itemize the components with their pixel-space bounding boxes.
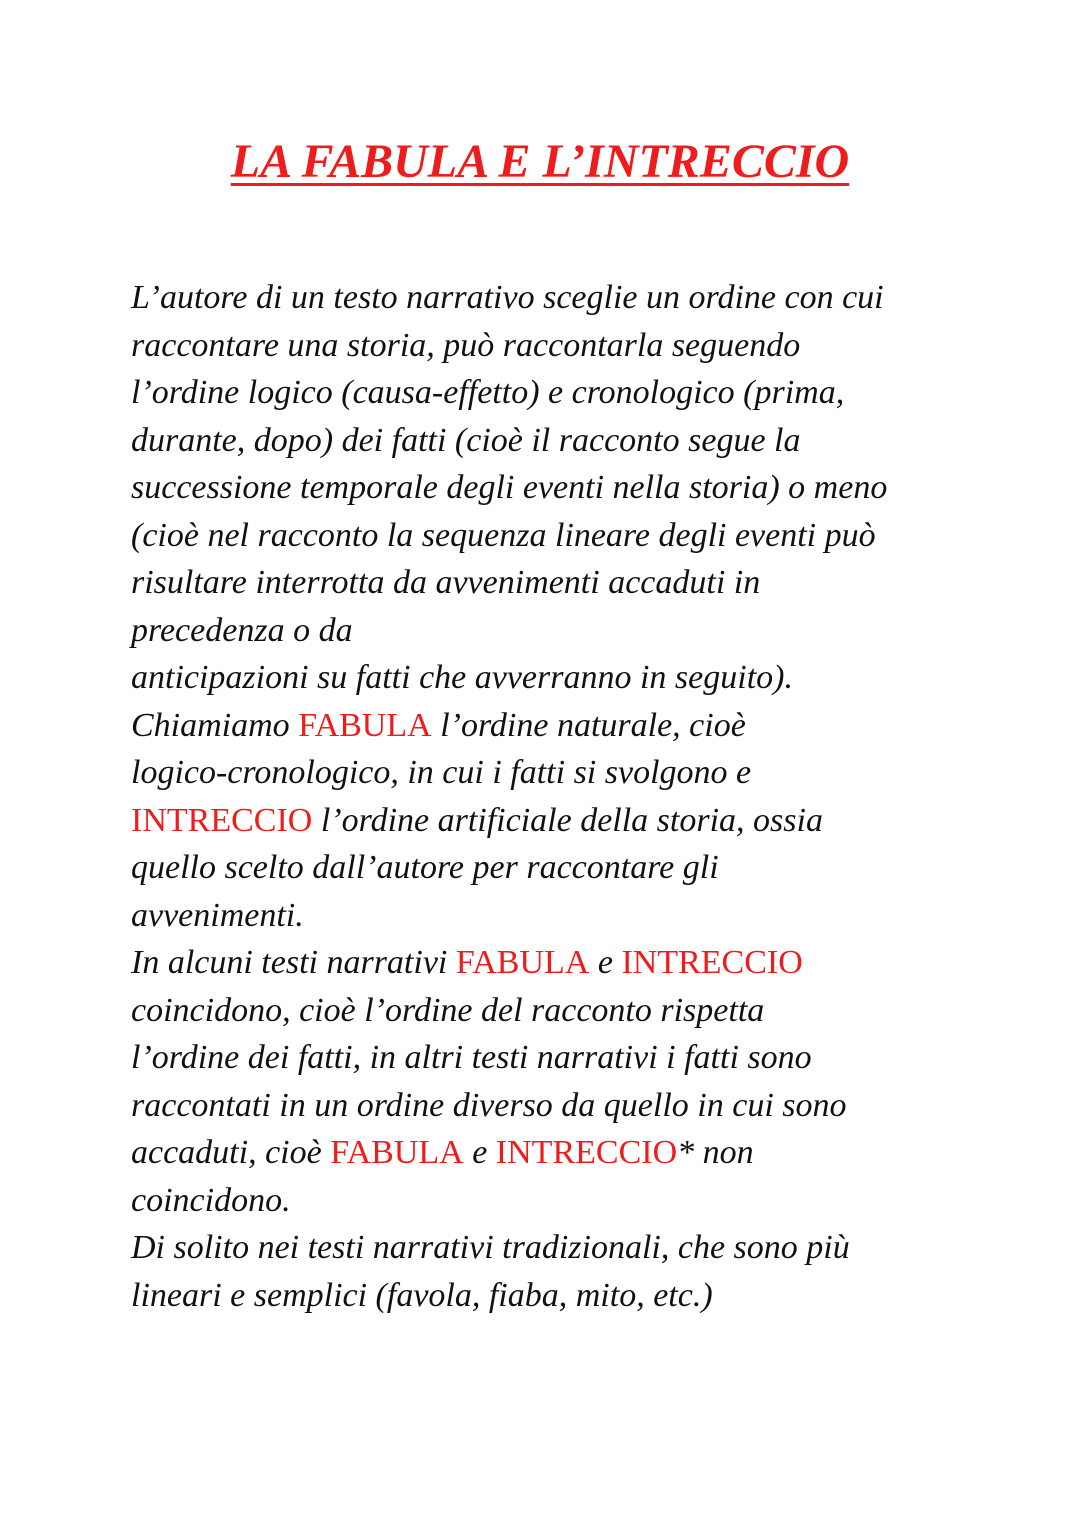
text-segment: logico-cronologico, in cui i fatti si svolgono e (131, 754, 752, 791)
highlighted-term: FABULA (455, 944, 590, 981)
highlighted-term: FABULA (330, 1134, 464, 1171)
text-segment: accaduti, cioè (131, 1134, 331, 1171)
text-segment: anticipazioni su fatti che avverranno in seguito). (131, 659, 793, 696)
text-line (131, 1177, 1031, 1225)
text-line (131, 1034, 1031, 1082)
text-segment: avvenimenti. (131, 896, 304, 934)
text-segment: e (463, 1134, 496, 1171)
text-line (131, 322, 1031, 370)
text-line (131, 702, 1031, 750)
text-segment: lineari e semplici (favola, fiaba, mito, etc.) (131, 1276, 713, 1314)
text-segment: coincidono. (131, 1181, 291, 1219)
text-line (131, 512, 1031, 560)
text-segment: Chiamiamo (131, 706, 299, 744)
text-line (131, 369, 1031, 417)
text-line (131, 844, 1031, 892)
highlighted-term: INTRECCIO (495, 1134, 678, 1171)
text-segment: precedenza o da (131, 611, 353, 649)
text-segment: Di solito nei testi narrativi tradizionali, che sono più (131, 1229, 850, 1266)
text-line (131, 987, 1031, 1035)
text-segment: raccontare una storia, può raccontarla seguendo (131, 326, 801, 364)
text-segment: l’ordine logico (causa-effetto) e cronologico (prima, (131, 374, 845, 411)
text-segment: L’autore di un testo narrativo sceglie un ordine con cui (131, 279, 884, 316)
text-line (131, 417, 1031, 465)
text-segment: * non (677, 1134, 754, 1171)
text-line (131, 274, 1031, 322)
text-line (131, 1082, 1031, 1130)
text-line (131, 892, 1031, 940)
text-segment: l’ordine naturale, cioè (431, 706, 746, 744)
text-line (131, 1129, 1031, 1177)
text-segment: (cioè nel racconto la sequenza lineare degli eventi può (131, 516, 876, 554)
text-segment: l’ordine artificiale della storia, ossia (312, 801, 823, 839)
text-segment: successione temporale degli eventi nella storia) o meno (131, 469, 888, 506)
text-segment: risultare interrotta da avvenimenti accaduti in (131, 564, 761, 601)
text-line (131, 797, 1031, 845)
text-line (131, 939, 1031, 987)
text-line (131, 464, 1031, 512)
text-segment: e (589, 944, 622, 981)
text-line (131, 559, 1031, 607)
text-segment: coincidono, cioè l’ordine del racconto rispetta (131, 991, 765, 1029)
highlighted-term: INTRECCIO (131, 801, 313, 839)
text-segment: durante, dopo) dei fatti (cioè il racconto segue la (131, 421, 801, 459)
text-line (131, 654, 1031, 702)
text-line (131, 1224, 1031, 1272)
text-line (131, 1272, 1031, 1320)
body-paragraph (131, 274, 1031, 1319)
highlighted-term: FABULA (298, 706, 432, 744)
text-segment: raccontati in un ordine diverso da quello in cui sono (131, 1086, 847, 1124)
text-segment: quello scelto dall’autore per raccontare gli (131, 849, 719, 886)
text-segment: l’ordine dei fatti, in altri testi narrativi i fatti sono (131, 1039, 812, 1076)
text-line (131, 749, 1031, 797)
document-title: LA FABULA E L’INTRECCIO (230, 135, 850, 188)
highlighted-term: INTRECCIO (621, 944, 803, 981)
text-segment: In alcuni testi narrativi (131, 944, 456, 981)
text-line (131, 607, 1031, 655)
